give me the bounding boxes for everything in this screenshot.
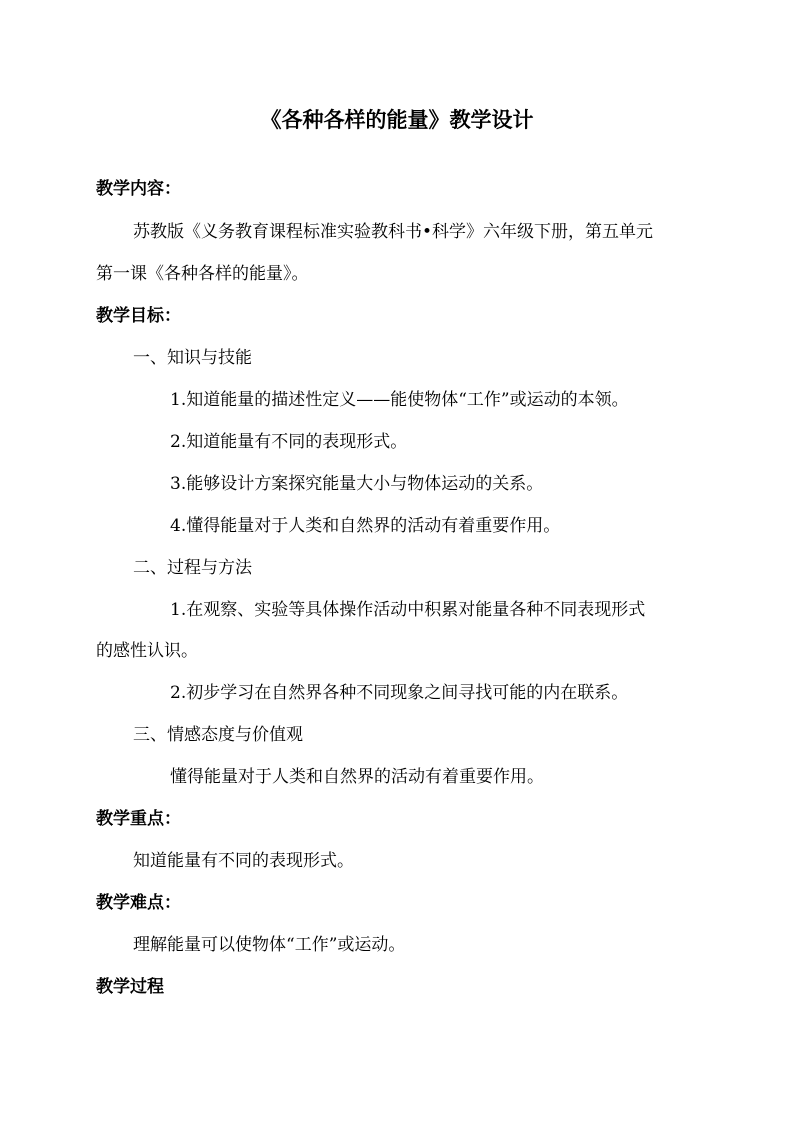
process-item-2: 2.初步学习在自然界各种不同现象之间寻找可能的内在联系。	[170, 683, 629, 703]
objective-item-1: 1.知道能量的描述性定义——能使物体“工作”或运动的本领。	[170, 390, 629, 410]
objective-item-3: 3.能够设计方案探究能量大小与物体运动的关系。	[170, 474, 544, 494]
process-heading: 教学过程	[96, 977, 164, 997]
section-2-title: 二、过程与方法	[133, 558, 252, 578]
objective-item-2: 2.知道能量有不同的表现形式。	[170, 432, 408, 452]
attitude-item: 懂得能量对于人类和自然界的活动有着重要作用。	[170, 767, 544, 787]
document-title: 《各种各样的能量》教学设计	[260, 108, 534, 132]
content-line-2: 第一课《各种各样的能量》。	[96, 264, 309, 284]
content-line-1: 苏教版《义务教育课程标准实验教科书•科学》六年级下册，第五单元	[133, 222, 654, 242]
content-heading: 教学内容：	[96, 179, 181, 199]
process-item-1b: 的感性认识。	[96, 641, 198, 661]
difficulty-heading: 教学难点：	[96, 893, 181, 913]
section-3-title: 三、情感态度与价值观	[133, 725, 303, 745]
objective-item-4: 4.懂得能量对于人类和自然界的活动有着重要作用。	[170, 516, 561, 536]
key-point-heading: 教学重点：	[96, 809, 181, 829]
process-item-1a: 1.在观察、实验等具体操作活动中积累对能量各种不同表现形式	[170, 600, 646, 620]
objectives-heading: 教学目标：	[96, 306, 181, 326]
section-1-title: 一、知识与技能	[133, 348, 252, 368]
difficulty-text: 理解能量可以使物体“工作”或运动。	[133, 935, 406, 955]
key-point-text: 知道能量有不同的表现形式。	[133, 851, 354, 871]
